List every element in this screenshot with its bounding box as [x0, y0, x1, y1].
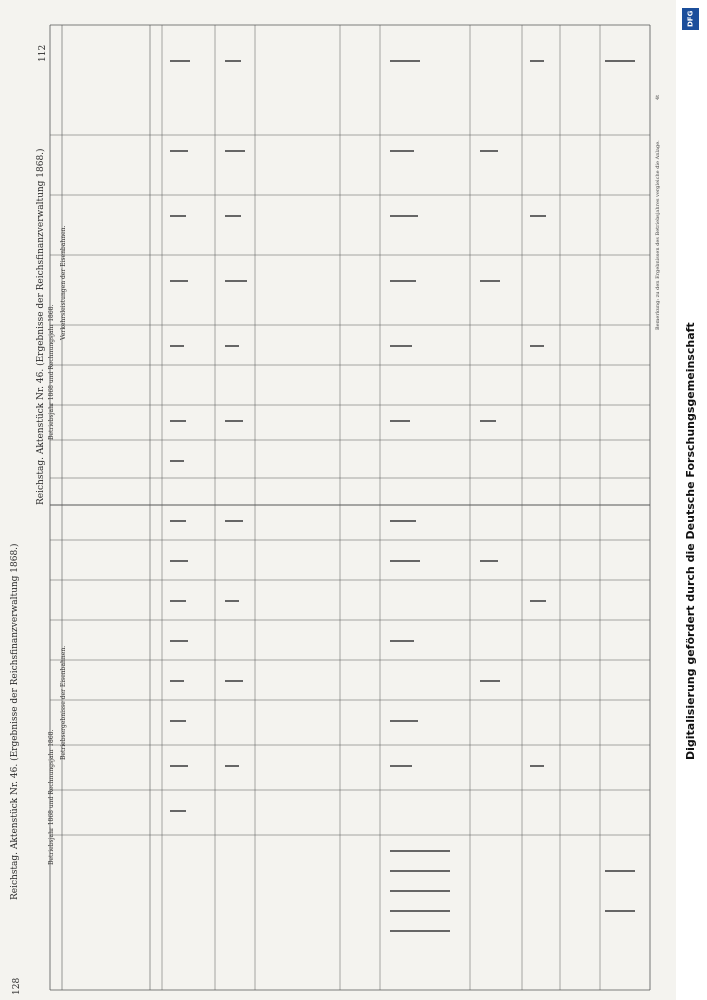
entry-mark — [390, 930, 450, 932]
entry-mark — [390, 890, 450, 892]
entry-mark — [170, 640, 188, 642]
entry-mark — [530, 60, 544, 62]
entry-mark — [170, 215, 186, 217]
bottom-note: 4t — [655, 94, 661, 100]
entry-mark — [480, 680, 500, 682]
entry-mark — [480, 280, 500, 282]
entry-mark — [390, 520, 416, 522]
table-entries — [170, 60, 635, 932]
footnote: Bemerkung: zu den Ergebnissen des Betriebsjahres vergleiche die Anlage. — [655, 140, 661, 330]
entry-mark — [390, 560, 420, 562]
entry-mark — [390, 765, 412, 767]
entry-mark — [480, 150, 498, 152]
entry-mark — [170, 600, 186, 602]
entry-mark — [390, 60, 420, 62]
entry-mark — [170, 460, 184, 462]
entry-mark — [225, 215, 241, 217]
section-title-left: Betriebsergebnisse der Eisenbahnen. — [60, 645, 67, 760]
entry-mark — [225, 60, 241, 62]
entry-mark — [605, 60, 635, 62]
entry-mark — [170, 150, 188, 152]
entry-mark — [225, 765, 239, 767]
entry-mark — [170, 280, 188, 282]
running-head-top: Reichstag. Aktenstück Nr. 46. (Ergebnisse der Reichsfinanzverwaltung 1868.) — [36, 148, 46, 505]
entry-mark — [170, 345, 184, 347]
entry-mark — [530, 600, 546, 602]
running-head-bottom: Reichstag. Aktenstück Nr. 46. (Ergebnisse der Reichsfinanzverwaltung 1868.) — [10, 543, 20, 900]
page-number-right: 112 — [38, 44, 48, 62]
entry-mark — [605, 870, 635, 872]
entry-mark — [480, 560, 498, 562]
dfg-logo: DFG — [682, 8, 699, 30]
entry-mark — [225, 150, 245, 152]
entry-mark — [225, 600, 239, 602]
entry-mark — [170, 420, 186, 422]
entry-mark — [390, 640, 414, 642]
entry-mark — [530, 765, 544, 767]
entry-mark — [390, 215, 418, 217]
subhead-bottom: Betriebsjahr 1868 und Rechnungsjahr 1868. — [48, 729, 55, 865]
entry-mark — [170, 60, 190, 62]
dfg-watermark-text: Digitalisierung gefördert durch die Deutsche Forschungsgemeinschaft — [684, 322, 697, 760]
entry-mark — [390, 280, 416, 282]
subhead-top: Betriebsjahr 1868 und Rechnungsjahr 1868. — [48, 304, 55, 440]
entry-mark — [225, 280, 247, 282]
entry-mark — [225, 420, 243, 422]
entry-mark — [170, 720, 186, 722]
entry-mark — [170, 810, 186, 812]
entry-mark — [225, 520, 243, 522]
entry-mark — [390, 720, 418, 722]
entry-mark — [390, 150, 414, 152]
page-number-left: 128 — [12, 977, 22, 995]
entry-mark — [480, 420, 496, 422]
section-title-right: Verkehrsleistungen der Eisenbahnen. — [60, 225, 67, 340]
entry-mark — [530, 215, 546, 217]
entry-mark — [390, 850, 450, 852]
entry-mark — [170, 765, 188, 767]
entry-mark — [390, 870, 450, 872]
entry-mark — [390, 420, 410, 422]
entry-mark — [390, 345, 412, 347]
entry-mark — [605, 910, 635, 912]
entry-mark — [225, 680, 243, 682]
entry-mark — [530, 345, 544, 347]
entry-mark — [170, 680, 184, 682]
entry-mark — [170, 520, 186, 522]
entry-mark — [390, 910, 450, 912]
entry-mark — [170, 560, 188, 562]
entry-mark — [225, 345, 239, 347]
dfg-watermark — [676, 0, 707, 1000]
